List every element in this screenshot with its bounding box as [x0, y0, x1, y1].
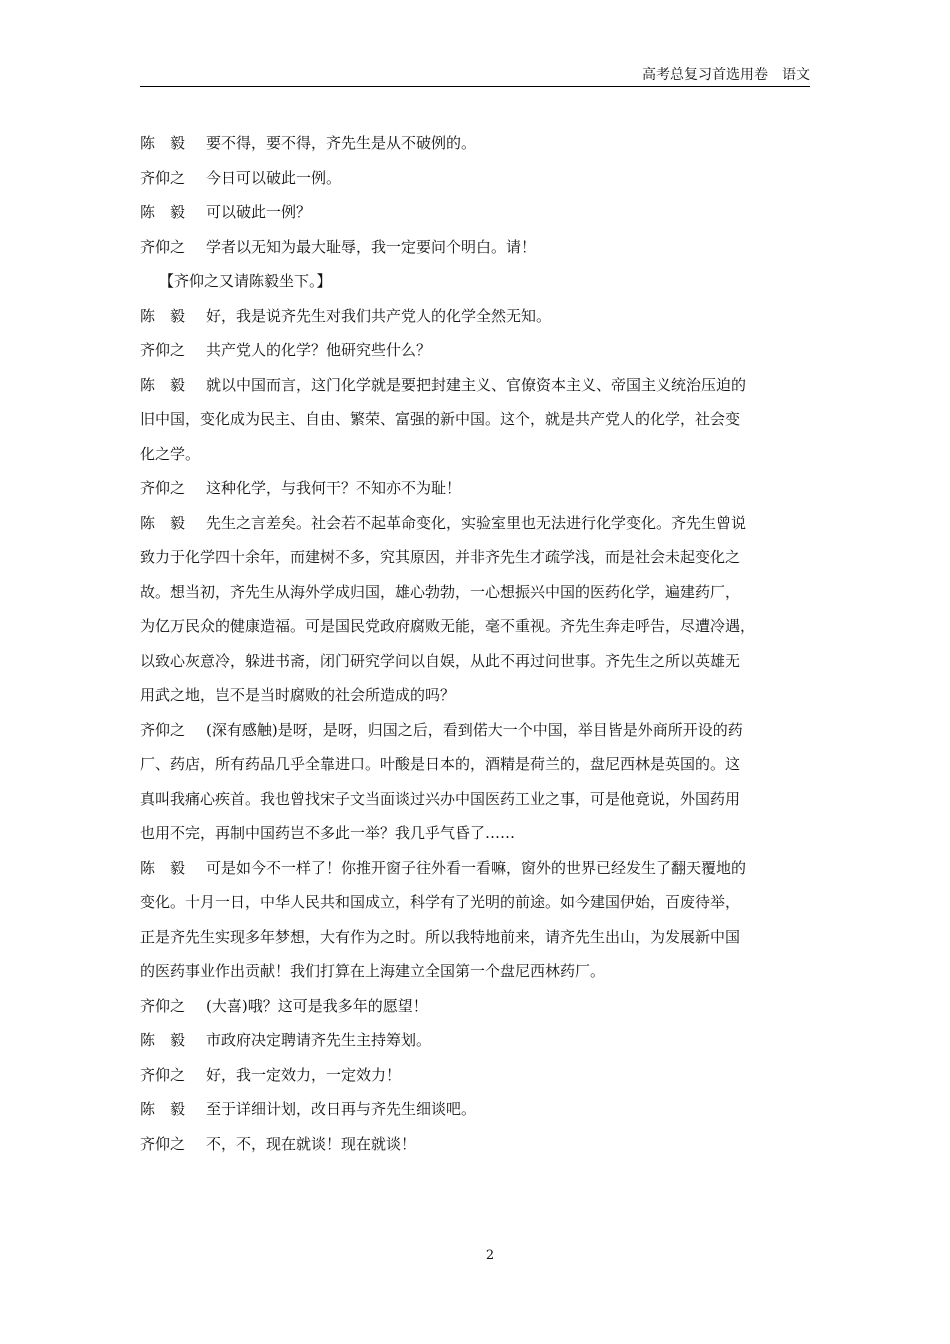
dialogue-text: 故。想当初，齐先生从海外学成归国，雄心勃勃，一心想振兴中国的医药化学，遍建药厂，: [140, 582, 741, 601]
dialogue-text: 化之学。: [140, 444, 201, 463]
dialogue-line: [140, 885, 812, 920]
dialogue-line: [140, 1092, 812, 1127]
dialogue-line: [140, 299, 812, 334]
dialogue-text: 好，我是说齐先生对我们共产党人的化学全然无知。: [206, 306, 552, 325]
dialogue-line: [140, 540, 812, 575]
dialogue-text: 不，不，现在就谈！现在就谈！: [206, 1134, 417, 1153]
dialogue-text: 就以中国而言，这门化学就是要把封建主义、官僚资本主义、帝国主义统治压迫的: [206, 375, 747, 394]
speaker-name: 齐仰之: [140, 996, 186, 1015]
dialogue-line: [140, 471, 812, 506]
speaker-name: 陈 毅: [140, 306, 186, 325]
dialogue-text: 先生之言差矣。社会若不起革命变化，实验室里也无法进行化学变化。齐先生曾说: [206, 513, 747, 532]
dialogue-text: 真叫我痛心疾首。我也曾找宋子文当面谈过兴办中国医药工业之事，可是他竟说，外国药用: [140, 789, 741, 808]
speaker-name: 齐仰之: [140, 479, 186, 497]
speaker-name: 陈 毅: [140, 513, 186, 532]
dialogue-text: 可以破此一例？: [206, 203, 312, 221]
dialogue-text: (深有感触)是呀，是呀，归国之后，看到偌大一个中国，举目皆是外商所开设的药: [206, 720, 743, 739]
dialogue-line: [140, 816, 812, 851]
dialogue-text: 好，我一定效力，一定效力！: [206, 1065, 402, 1084]
dialogue-text: 为亿万民众的健康造福。可是国民党政府腐败无能，毫不重视。齐先生奔走呼告，尽遭冷遇，: [140, 617, 756, 635]
dialogue-line: [140, 506, 812, 541]
dialogue-line: [140, 1023, 812, 1058]
dialogue-text: (大喜)哦？这可是我多年的愿望！: [206, 996, 428, 1015]
dialogue-line: [140, 195, 812, 230]
speaker-name: 陈 毅: [140, 858, 186, 877]
dialogue-line: [140, 609, 812, 644]
dialogue-body: [140, 126, 812, 1161]
dialogue-text: 要不得，要不得，齐先生是从不破例的。: [206, 134, 477, 152]
dialogue-line: [140, 126, 812, 161]
dialogue-text: 至于详细计划，改日再与齐先生细谈吧。: [206, 1100, 477, 1118]
dialogue-line: [140, 851, 812, 886]
speaker-name: 陈 毅: [140, 134, 186, 152]
dialogue-text: 可是如今不一样了！你推开窗子往外看一看嘛，窗外的世界已经发生了翻天覆地的: [206, 858, 747, 877]
dialogue-text: 以致心灰意冷，躲进书斋，闭门研究学问以自娱，从此不再过问世事。齐先生之所以英雄无: [140, 651, 741, 670]
dialogue-line: [140, 161, 812, 196]
speaker-name: 齐仰之: [140, 720, 186, 739]
dialogue-line: [140, 368, 812, 403]
stage-direction: 【齐仰之又请陈毅坐下。】: [159, 272, 332, 290]
dialogue-line: [140, 713, 812, 748]
dialogue-text: 的医药事业作出贡献！我们打算在上海建立全国第一个盘尼西林药厂。: [140, 962, 606, 980]
dialogue-line: [140, 230, 812, 265]
dialogue-text: 厂、药店，所有药品几乎全靠进口。叶酸是日本的，酒精是荷兰的，盘尼西林是英国的。这: [140, 755, 741, 773]
dialogue-text: 旧中国，变化成为民主、自由、繁荣、富强的新中国。这个，就是共产党人的化学，社会变: [140, 410, 741, 428]
dialogue-line: [140, 1127, 812, 1162]
dialogue-text: 变化。十月一日，中华人民共和国成立，科学有了光明的前途。如今建国伊始，百废待举，: [140, 893, 741, 911]
dialogue-line: [140, 782, 812, 817]
dialogue-text: 用武之地，岂不是当时腐败的社会所造成的吗？: [140, 686, 456, 704]
dialogue-line: [140, 333, 812, 368]
dialogue-text: 今日可以破此一例。: [206, 168, 342, 187]
speaker-name: 陈 毅: [140, 375, 186, 394]
speaker-name: 陈 毅: [140, 1100, 186, 1118]
dialogue-line: [140, 402, 812, 437]
dialogue-text: 市政府决定聘请齐先生主持筹划。: [206, 1031, 432, 1049]
dialogue-line: [140, 678, 812, 713]
dialogue-line: [140, 954, 812, 989]
dialogue-text: 正是齐先生实现多年梦想，大有作为之时。所以我特地前来，请齐先生出山，为发展新中国: [140, 927, 741, 946]
dialogue-line: [140, 437, 812, 472]
header-title: 高考总复习首选用卷 语文: [642, 67, 810, 83]
dialogue-text: 致力于化学四十余年，而建树不多，究其原因，并非齐先生才疏学浅，而是社会未起变化之: [140, 548, 741, 566]
dialogue-line: [140, 1058, 812, 1093]
dialogue-line: [140, 575, 812, 610]
dialogue-line: [140, 747, 812, 782]
dialogue-text: 这种化学，与我何干？不知亦不为耻！: [206, 479, 462, 497]
speaker-name: 齐仰之: [140, 237, 186, 256]
speaker-name: 陈 毅: [140, 203, 186, 221]
dialogue-text: 学者以无知为最大耻辱，我一定要问个明白。请！: [206, 237, 537, 256]
speaker-name: 齐仰之: [140, 1065, 186, 1084]
dialogue-line: [140, 989, 812, 1024]
speaker-name: 齐仰之: [140, 168, 186, 187]
page-number: 2: [485, 1248, 495, 1263]
page-header: [140, 66, 810, 87]
speaker-name: 齐仰之: [140, 1134, 186, 1153]
dialogue-text: 也用不完，再制中国药岂不多此一举？我几乎气昏了……: [140, 824, 516, 842]
dialogue-line: [140, 644, 812, 679]
speaker-name: 齐仰之: [140, 341, 186, 359]
dialogue-line: [140, 264, 812, 299]
dialogue-text: 共产党人的化学？他研究些什么？: [206, 341, 432, 359]
dialogue-line: [140, 920, 812, 955]
speaker-name: 陈 毅: [140, 1031, 186, 1049]
